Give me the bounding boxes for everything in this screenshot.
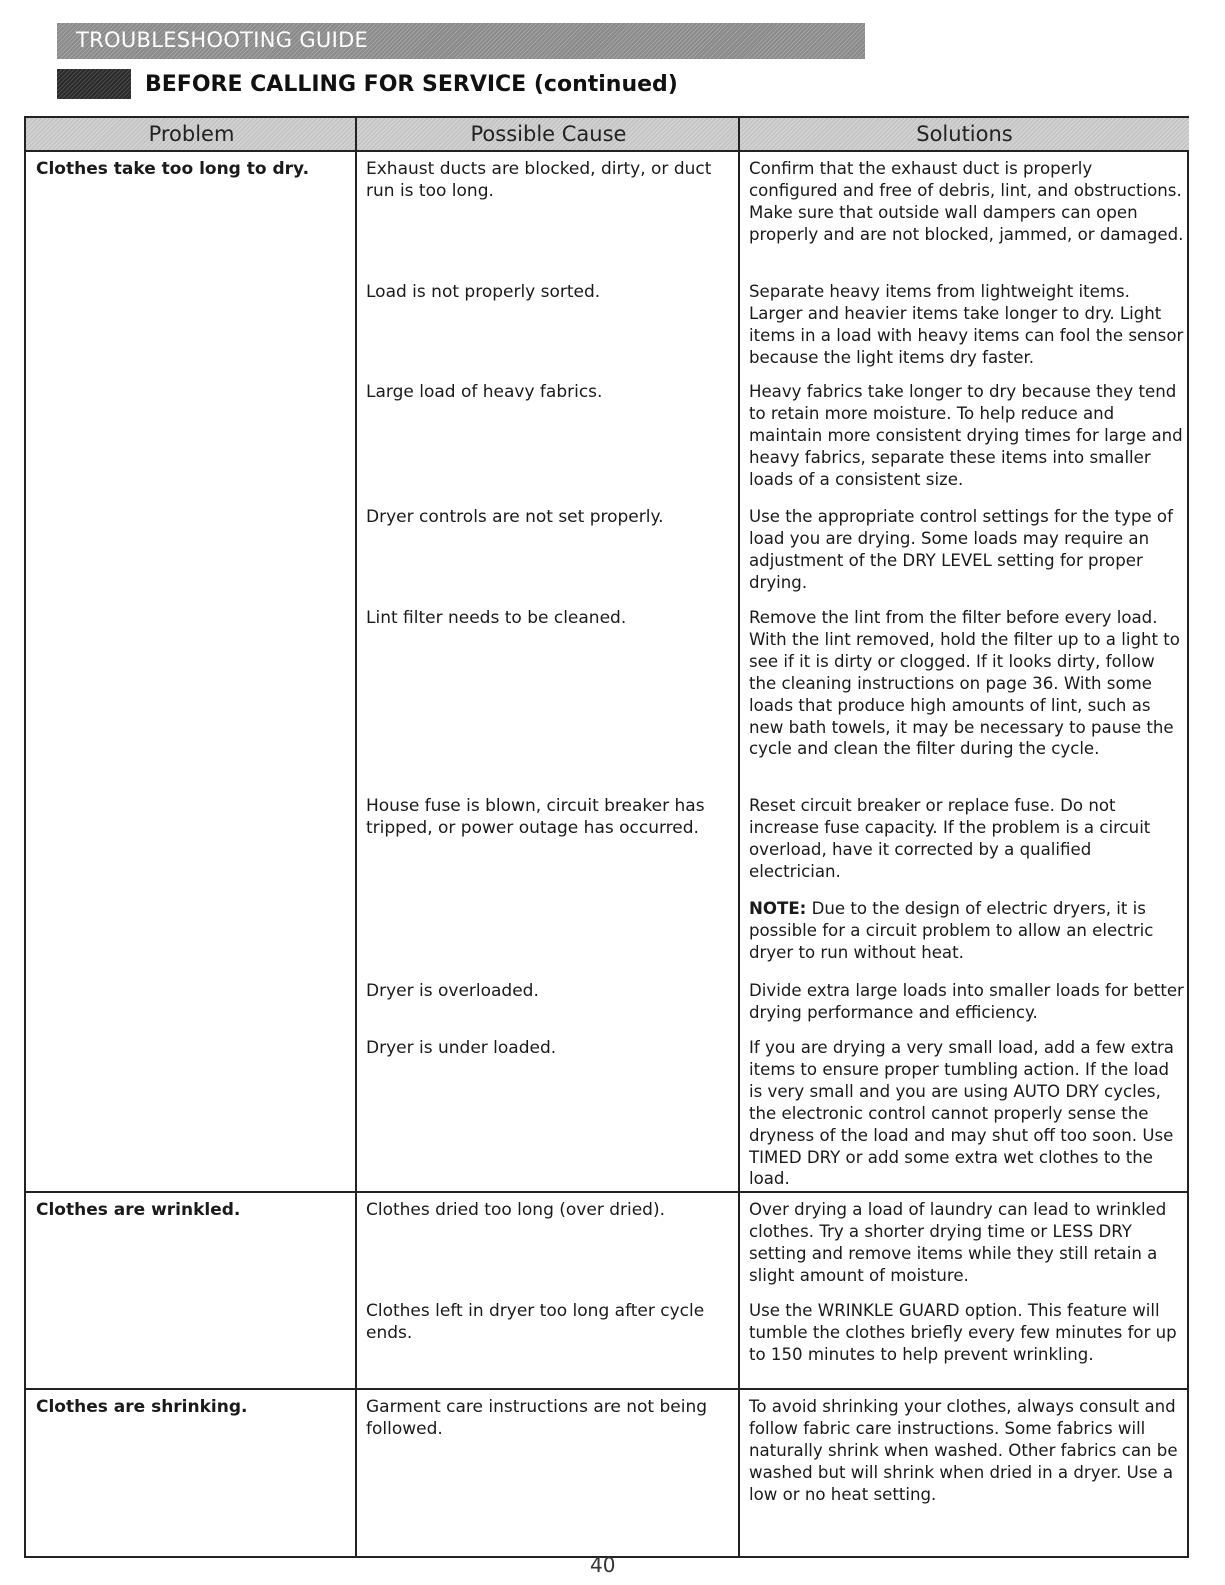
cause-text: Lint filter needs to be cleaned. — [366, 608, 627, 628]
cause-text: Dryer controls are not set properly. — [366, 507, 664, 527]
cause-text: Garment care instructions are not being followed. — [366, 1397, 708, 1439]
note-label: NOTE: — [749, 899, 807, 918]
row-divider — [26, 1191, 1187, 1193]
troubleshooting-table — [24, 116, 1189, 1558]
column-header-problem: Problem — [26, 118, 357, 152]
section-marker-block — [57, 69, 131, 99]
solution-text: Reset circuit breaker or replace fuse. Do not increase fuse capacity. If the problem is a circuit overload, have it corrected by a qualified electrician. — [749, 796, 1151, 881]
solution-text: Use the appropriate control settings for the type of load you are drying. Some loads may require an adjustment of the DRY LEVEL setting for proper drying. — [749, 507, 1173, 592]
row-divider — [26, 1388, 1187, 1390]
solution-note — [749, 898, 1185, 964]
problem-label: Clothes take too long to dry. — [36, 159, 310, 179]
solution-text: If you are drying a very small load, add a few extra items to ensure proper tumbling action. If the load is very small and you are using AUTO DRY cycles, the electronic control cannot properly sense the dryness of the load and may shut off too soon. Use TIMED DRY or add some extra wet clothes to the load. — [749, 1038, 1174, 1189]
column-divider — [355, 118, 357, 1556]
problem-label: Clothes are shrinking. — [36, 1397, 248, 1417]
solution-text: To avoid shrinking your clothes, always consult and follow fabric care instructions. Some fabrics will naturally shrink when washed. Other fabrics can be washed but will shrink when dried in a dryer. Use a low or no heat setting. — [749, 1397, 1178, 1504]
solution-text: Divide extra large loads into smaller loads for better drying performance and efficiency. — [749, 981, 1184, 1022]
problem-label: Clothes are wrinkled. — [36, 1200, 241, 1220]
note-text: Due to the design of electric dryers, it is possible for a circuit problem to allow an electric dryer to run without heat. — [749, 899, 1154, 962]
cause-text: Load is not properly sorted. — [366, 282, 601, 302]
cause-text: Dryer is under loaded. — [366, 1038, 557, 1058]
cause-text: House fuse is blown, circuit breaker has tripped, or power outage has occurred. — [366, 796, 705, 838]
cause-text: Large load of heavy fabrics. — [366, 382, 603, 402]
cause-text: Clothes left in dryer too long after cycle ends. — [366, 1301, 705, 1343]
cause-text: Clothes dried too long (over dried). — [366, 1200, 666, 1220]
solution-text: Over drying a load of laundry can lead to wrinkled clothes. Try a shorter drying time or LESS DRY setting and remove items while they still retain a slight amount of moisture. — [749, 1200, 1167, 1285]
guide-banner — [57, 23, 865, 59]
column-header-solutions: Solutions — [740, 118, 1189, 152]
solution-text: Separate heavy items from lightweight items. Larger and heavier items take longer to dry. Light items in a load with heavy items can fool the sensor because the light items dry faster. — [749, 282, 1184, 367]
page-number: 40 — [590, 1553, 616, 1577]
section-heading — [57, 66, 678, 102]
solution-text: Heavy fabrics take longer to dry because they tend to retain more moisture. To help reduce and maintain more consistent drying times for large and heavy fabrics, separate these items into smaller loads of a consistent size. — [749, 382, 1183, 489]
cause-text: Dryer is overloaded. — [366, 981, 539, 1001]
section-title: BEFORE CALLING FOR SERVICE (continued) — [145, 71, 678, 97]
solution-text: Remove the lint from the filter before every load. With the lint removed, hold the filter up to a light to see if it is dirty or clogged. If it looks dirty, follow the cleaning instructions on page 36. With some loads that produce high amounts of lint, such as new bath towels, it may be necessary to pause the cycle and clean the filter during the cycle. — [749, 608, 1180, 759]
banner-title: TROUBLESHOOTING GUIDE — [76, 28, 369, 52]
cause-text: Exhaust ducts are blocked, dirty, or duct run is too long. — [366, 159, 712, 201]
solution-text: Use the WRINKLE GUARD option. This feature will tumble the clothes briefly every few minutes for up to 150 minutes to help prevent wrinkling. — [749, 1301, 1177, 1364]
solution-text: Confirm that the exhaust duct is properly configured and free of debris, lint, and obstructions. Make sure that outside wall dampers can open properly and are not blocked, jammed, or damaged. — [749, 159, 1184, 244]
column-header-possible-cause: Possible Cause — [357, 118, 740, 152]
